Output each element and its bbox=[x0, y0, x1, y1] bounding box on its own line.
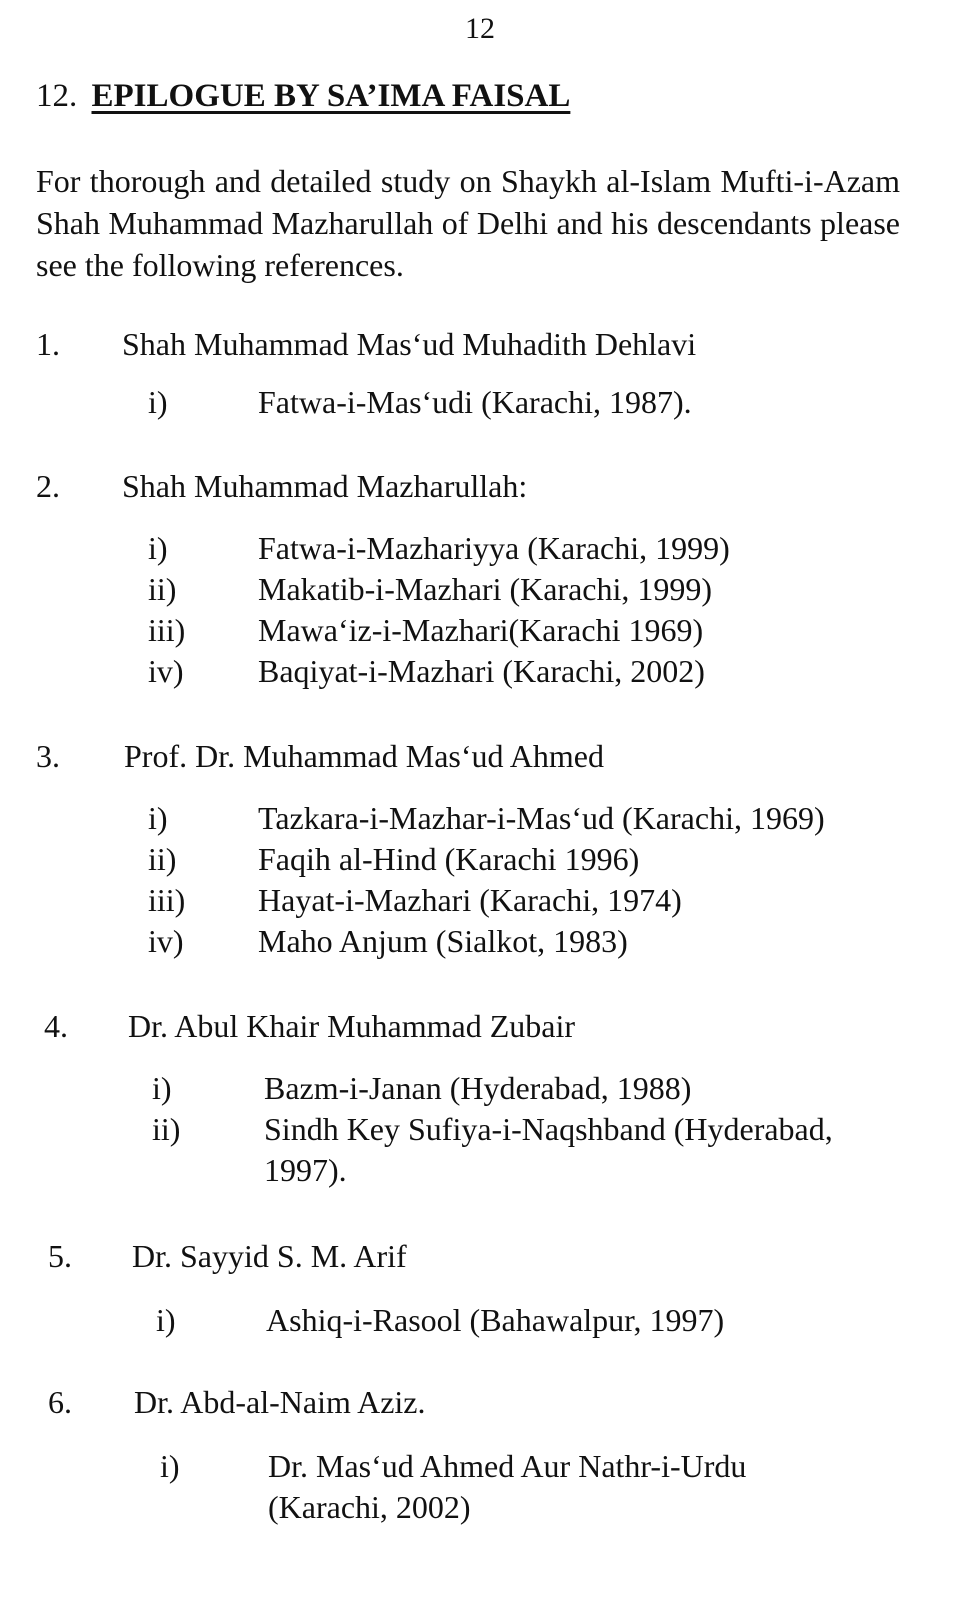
reference-title: Bazm-i-Janan (Hyderabad, 1988) bbox=[264, 1070, 692, 1106]
item-numeral: ii) bbox=[148, 841, 177, 877]
author-name: Shah Muhammad Mazharullah: bbox=[122, 468, 528, 504]
reference-item bbox=[36, 1068, 916, 1109]
reference-item bbox=[36, 569, 916, 610]
reference-item bbox=[36, 1300, 916, 1341]
section-number: 3. bbox=[36, 738, 60, 774]
item-numeral: i) bbox=[148, 384, 168, 420]
item-numeral: iv) bbox=[148, 653, 184, 689]
reference-item bbox=[36, 382, 916, 423]
item-numeral: i) bbox=[148, 800, 168, 836]
reference-item bbox=[36, 528, 916, 569]
reference-item bbox=[36, 798, 916, 839]
reference-title: Baqiyat-i-Mazhari (Karachi, 2002) bbox=[258, 653, 705, 689]
section-number: 1. bbox=[36, 326, 60, 362]
author-name: Dr. Abd-al-Naim Aziz. bbox=[134, 1384, 426, 1420]
author-name: Shah Muhammad Mas‘ud Muhadith Dehlavi bbox=[122, 326, 697, 362]
reference-section bbox=[36, 1380, 916, 1528]
reference-item bbox=[36, 839, 916, 880]
reference-section bbox=[36, 734, 916, 962]
author-name: Dr. Sayyid S. M. Arif bbox=[132, 1238, 407, 1274]
item-numeral: i) bbox=[160, 1448, 180, 1484]
reference-list bbox=[36, 1446, 916, 1528]
heading-title: EPILOGUE BY SA’IMA FAISAL bbox=[91, 78, 571, 114]
reference-title: Tazkara-i-Mazhar-i-Mas‘ud (Karachi, 1969) bbox=[258, 800, 825, 836]
reference-list bbox=[36, 528, 916, 692]
reference-item bbox=[36, 921, 916, 962]
item-numeral: iii) bbox=[148, 882, 186, 918]
reference-title: Faqih al-Hind (Karachi 1996) bbox=[258, 841, 640, 877]
reference-section bbox=[36, 322, 916, 423]
reference-item bbox=[36, 610, 916, 651]
item-numeral: ii) bbox=[152, 1111, 181, 1147]
item-numeral: iv) bbox=[148, 923, 184, 959]
item-numeral: i) bbox=[156, 1302, 176, 1338]
item-numeral: i) bbox=[152, 1070, 172, 1106]
heading-number: 12. bbox=[36, 78, 78, 114]
reference-item bbox=[36, 651, 916, 692]
reference-list bbox=[36, 1300, 916, 1341]
section-heading bbox=[36, 78, 570, 115]
section-header bbox=[36, 1234, 916, 1278]
reference-item bbox=[36, 1109, 916, 1191]
item-numeral: ii) bbox=[148, 571, 177, 607]
section-number: 2. bbox=[36, 468, 60, 504]
reference-title: Dr. Mas‘ud Ahmed Aur Nathr-i-Urdu (Karachi, 2002) bbox=[268, 1448, 747, 1525]
section-header bbox=[36, 1380, 916, 1424]
section-header bbox=[36, 322, 916, 366]
section-header bbox=[36, 1004, 916, 1048]
reference-section bbox=[36, 1234, 916, 1341]
reference-title: Sindh Key Sufiya-i-Naqshband (Hyderabad, 1997). bbox=[264, 1111, 833, 1188]
section-number: 4. bbox=[44, 1008, 68, 1044]
reference-title: Makatib-i-Mazhari (Karachi, 1999) bbox=[258, 571, 713, 607]
reference-list bbox=[36, 1068, 916, 1191]
section-header bbox=[36, 464, 916, 508]
page-number: 12 bbox=[465, 12, 495, 45]
reference-title: Hayat-i-Mazhari (Karachi, 1974) bbox=[258, 882, 682, 918]
reference-list bbox=[36, 382, 916, 423]
reference-item bbox=[36, 1446, 916, 1528]
reference-title: Ashiq-i-Rasool (Bahawalpur, 1997) bbox=[266, 1302, 725, 1338]
reference-section bbox=[36, 1004, 916, 1191]
author-name: Prof. Dr. Muhammad Mas‘ud Ahmed bbox=[124, 738, 604, 774]
section-number: 5. bbox=[48, 1238, 72, 1274]
section-number: 6. bbox=[48, 1384, 72, 1420]
reference-title: Maho Anjum (Sialkot, 1983) bbox=[258, 923, 628, 959]
reference-title: Fatwa-i-Mazhariyya (Karachi, 1999) bbox=[258, 530, 730, 566]
section-header bbox=[36, 734, 916, 778]
author-name: Dr. Abul Khair Muhammad Zubair bbox=[128, 1008, 576, 1044]
reference-item bbox=[36, 880, 916, 921]
reference-title: Fatwa-i-Mas‘udi (Karachi, 1987). bbox=[258, 384, 692, 420]
reference-section bbox=[36, 464, 916, 692]
item-numeral: iii) bbox=[148, 612, 186, 648]
reference-title: Mawa‘iz-i-Mazhari(Karachi 1969) bbox=[258, 612, 704, 648]
item-numeral: i) bbox=[148, 530, 168, 566]
intro-paragraph: For thorough and detailed study on Shaykh al-Islam Mufti-i-Azam Shah Muhammad Mazharullah of Delhi and his descendants please see the following references. bbox=[36, 163, 900, 283]
reference-list bbox=[36, 798, 916, 962]
